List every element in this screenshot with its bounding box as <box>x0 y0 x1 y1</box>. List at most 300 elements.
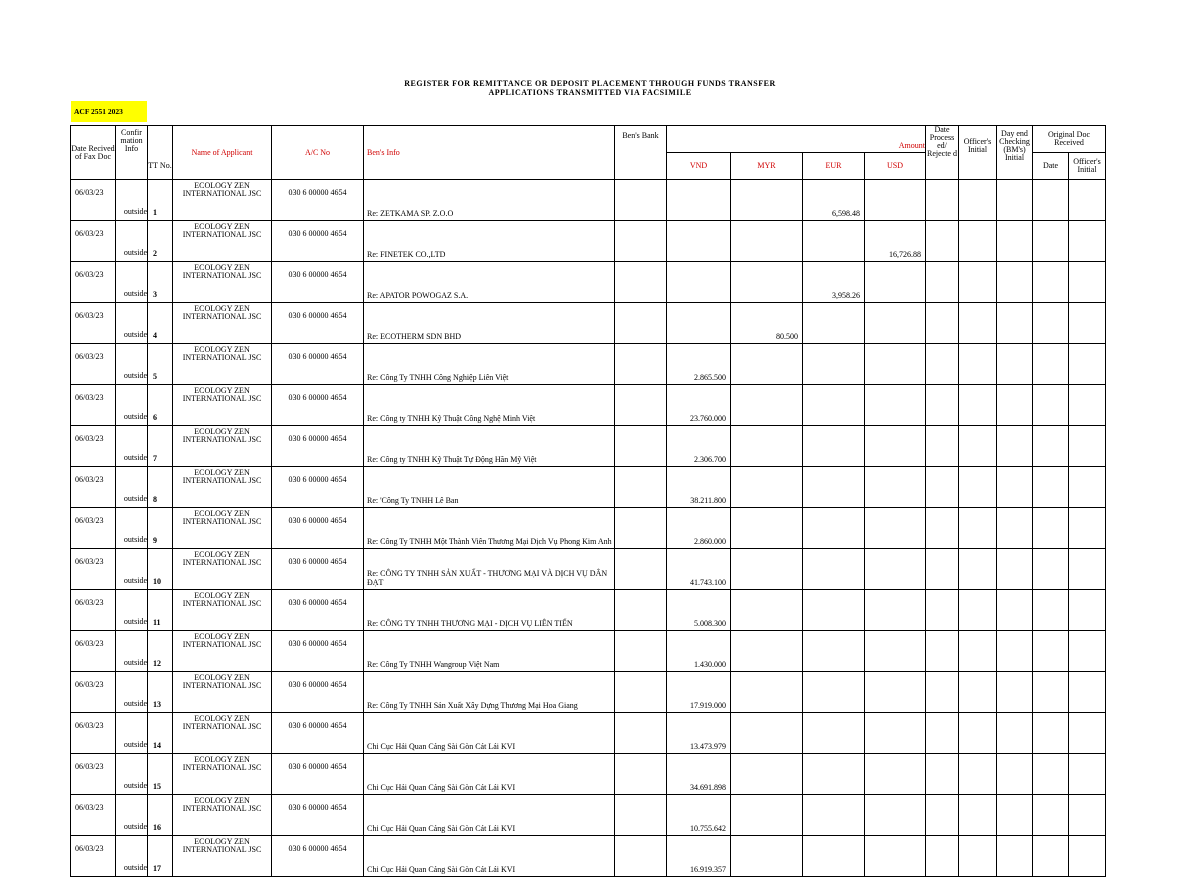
ben-bank-cell <box>615 590 667 631</box>
ben-bank-cell <box>615 672 667 713</box>
orig-officer-cell <box>1069 221 1106 262</box>
applicant-cell: ECOLOGY ZEN INTERNATIONAL JSC <box>173 467 272 508</box>
tt-number-cell: 11 <box>148 590 173 631</box>
orig-officer-cell <box>1069 180 1106 221</box>
beneficiary-info-cell: Re: Công ty TNHH Kỹ Thuật Tự Động Hãn Mỹ Việt <box>364 426 615 467</box>
header-orig-date: Date <box>1033 153 1069 180</box>
account-number-cell: 030 6 00000 4654 <box>272 426 364 467</box>
amount-myr-cell <box>731 385 803 426</box>
applicant-cell: ECOLOGY ZEN INTERNATIONAL JSC <box>173 262 272 303</box>
register-title: REGISTER FOR REMITTANCE OR DEPOSIT PLACEMENT THROUGH FUNDS TRANSFER <box>404 79 776 88</box>
amount-eur-cell <box>803 672 865 713</box>
amount-usd-cell <box>865 303 926 344</box>
header-ben-info: Ben's Info <box>364 126 615 180</box>
header-day-end-checking: Day end Checking (BM's) Initial <box>997 126 1033 180</box>
amount-vnd-cell: 34.691.898 <box>667 754 731 795</box>
date-processed-cell <box>926 754 959 795</box>
date-cell: 06/03/23 <box>71 385 116 426</box>
account-number-cell: 030 6 00000 4654 <box>272 590 364 631</box>
amount-myr-cell <box>731 344 803 385</box>
amount-usd-cell <box>865 467 926 508</box>
orig-date-cell <box>1033 836 1069 877</box>
orig-officer-cell <box>1069 549 1106 590</box>
amount-myr-cell <box>731 549 803 590</box>
tt-number-cell: 2 <box>148 221 173 262</box>
account-number-cell: 030 6 00000 4654 <box>272 672 364 713</box>
amount-vnd-cell: 10.755.642 <box>667 795 731 836</box>
table-row <box>71 303 1106 344</box>
orig-officer-cell <box>1069 385 1106 426</box>
amount-eur-cell <box>803 590 865 631</box>
table-row <box>71 754 1106 795</box>
amount-eur-cell <box>803 426 865 467</box>
confirmation-cell: outside <box>116 426 148 467</box>
date-processed-cell <box>926 344 959 385</box>
amount-myr-cell <box>731 590 803 631</box>
reference-tag: ACF 2551 2023 <box>71 101 147 122</box>
amount-usd-cell <box>865 795 926 836</box>
table-row <box>71 262 1106 303</box>
ben-bank-cell <box>615 262 667 303</box>
beneficiary-info-cell: Re: ZETKAMA SP. Z.O.O <box>364 180 615 221</box>
officer-initial-cell <box>959 549 997 590</box>
officer-initial-cell <box>959 385 997 426</box>
beneficiary-info-cell: Re: FINETEK CO.,LTD <box>364 221 615 262</box>
orig-date-cell <box>1033 754 1069 795</box>
date-processed-cell <box>926 631 959 672</box>
officer-initial-cell <box>959 631 997 672</box>
amount-usd-cell <box>865 180 926 221</box>
date-processed-cell <box>926 549 959 590</box>
applicant-cell: ECOLOGY ZEN INTERNATIONAL JSC <box>173 631 272 672</box>
officer-initial-cell <box>959 221 997 262</box>
date-processed-cell <box>926 426 959 467</box>
account-number-cell: 030 6 00000 4654 <box>272 754 364 795</box>
confirmation-cell: outside <box>116 549 148 590</box>
amount-usd-cell <box>865 426 926 467</box>
confirmation-cell: outside <box>116 713 148 754</box>
day-end-cell <box>997 713 1033 754</box>
beneficiary-info-cell: Chi Cục Hải Quan Cảng Sài Gòn Cát Lái KVI <box>364 713 615 754</box>
header-confirmation: Confir mation Info <box>116 126 148 153</box>
amount-usd-cell <box>865 631 926 672</box>
confirmation-cell: outside <box>116 590 148 631</box>
ben-bank-cell <box>615 221 667 262</box>
ben-bank-cell <box>615 631 667 672</box>
ben-bank-cell <box>615 385 667 426</box>
header-eur: EUR <box>803 153 865 180</box>
tt-number-cell: 8 <box>148 467 173 508</box>
table-row <box>71 180 1106 221</box>
orig-date-cell <box>1033 385 1069 426</box>
applicant-cell: ECOLOGY ZEN INTERNATIONAL JSC <box>173 836 272 877</box>
date-processed-cell <box>926 795 959 836</box>
amount-vnd-cell: 38.211.800 <box>667 467 731 508</box>
amount-usd-cell <box>865 344 926 385</box>
date-processed-cell <box>926 221 959 262</box>
ben-bank-cell <box>615 508 667 549</box>
header-row-1 <box>71 126 1106 153</box>
register-subtitle: APPLICATIONS TRANSMITTED VIA FACSIMILE <box>488 88 692 97</box>
header-original-doc: Original Doc Received <box>1033 126 1106 153</box>
orig-date-cell <box>1033 221 1069 262</box>
amount-usd-cell: 16,726.88 <box>865 221 926 262</box>
amount-vnd-cell: 13.473.979 <box>667 713 731 754</box>
date-cell: 06/03/23 <box>71 754 116 795</box>
ben-bank-cell <box>615 344 667 385</box>
table-row <box>71 508 1106 549</box>
amount-myr-cell <box>731 672 803 713</box>
confirmation-cell: outside <box>116 385 148 426</box>
day-end-cell <box>997 385 1033 426</box>
amount-myr-cell <box>731 795 803 836</box>
beneficiary-info-cell: Chi Cục Hải Quan Cảng Sài Gòn Cát Lái KVI <box>364 754 615 795</box>
date-cell: 06/03/23 <box>71 467 116 508</box>
date-cell: 06/03/23 <box>71 795 116 836</box>
date-cell: 06/03/23 <box>71 590 116 631</box>
account-number-cell: 030 6 00000 4654 <box>272 180 364 221</box>
header-ac-no: A/C No <box>272 126 364 180</box>
date-cell: 06/03/23 <box>71 426 116 467</box>
amount-eur-cell <box>803 549 865 590</box>
ben-bank-cell <box>615 754 667 795</box>
date-cell: 06/03/23 <box>71 303 116 344</box>
amount-eur-cell: 3,958.26 <box>803 262 865 303</box>
beneficiary-info-cell: Re: CÔNG TY TNHH SẢN XUẤT - THƯƠNG MẠI VÀ DỊCH VỤ DÂN ĐẠT <box>364 549 615 590</box>
amount-vnd-cell: 17.919.000 <box>667 672 731 713</box>
tt-number-cell: 5 <box>148 344 173 385</box>
amount-vnd-cell: 2.306.700 <box>667 426 731 467</box>
amount-eur-cell <box>803 344 865 385</box>
ben-bank-cell <box>615 836 667 877</box>
table-row <box>71 713 1106 754</box>
header-ben-bank: Ben's Bank <box>615 126 667 180</box>
officer-initial-cell <box>959 836 997 877</box>
header-date-received: Date Recived of Fax Doc <box>71 126 116 180</box>
amount-myr-cell <box>731 836 803 877</box>
officer-initial-cell <box>959 672 997 713</box>
ben-bank-cell <box>615 426 667 467</box>
confirmation-cell: outside <box>116 672 148 713</box>
orig-officer-cell <box>1069 303 1106 344</box>
date-processed-cell <box>926 672 959 713</box>
orig-officer-cell <box>1069 426 1106 467</box>
orig-date-cell <box>1033 795 1069 836</box>
amount-vnd-cell <box>667 262 731 303</box>
tt-number-cell: 1 <box>148 180 173 221</box>
day-end-cell <box>997 508 1033 549</box>
orig-date-cell <box>1033 713 1069 754</box>
amount-eur-cell <box>803 713 865 754</box>
tt-number-cell: 12 <box>148 631 173 672</box>
confirmation-cell: outside <box>116 508 148 549</box>
orig-officer-cell <box>1069 672 1106 713</box>
day-end-cell <box>997 672 1033 713</box>
amount-eur-cell <box>803 754 865 795</box>
day-end-cell <box>997 590 1033 631</box>
beneficiary-info-cell: Re: Công Ty TNHH Wangroup Việt Nam <box>364 631 615 672</box>
day-end-cell <box>997 221 1033 262</box>
orig-officer-cell <box>1069 631 1106 672</box>
beneficiary-info-cell: Re: Công ty TNHH Kỹ Thuật Công Nghệ Minh Việt <box>364 385 615 426</box>
amount-vnd-cell: 23.760.000 <box>667 385 731 426</box>
orig-officer-cell <box>1069 795 1106 836</box>
amount-myr-cell <box>731 754 803 795</box>
table-row <box>71 836 1106 877</box>
account-number-cell: 030 6 00000 4654 <box>272 836 364 877</box>
orig-officer-cell <box>1069 713 1106 754</box>
amount-usd-cell <box>865 754 926 795</box>
date-processed-cell <box>926 385 959 426</box>
amount-usd-cell <box>865 508 926 549</box>
tt-number-cell: 4 <box>148 303 173 344</box>
date-processed-cell <box>926 262 959 303</box>
table-row <box>71 426 1106 467</box>
amount-vnd-cell: 2.860.000 <box>667 508 731 549</box>
orig-date-cell <box>1033 508 1069 549</box>
beneficiary-info-cell: Chi Cục Hải Quan Cảng Sài Gòn Cát Lái KVI <box>364 836 615 877</box>
date-processed-cell <box>926 590 959 631</box>
orig-officer-cell <box>1069 754 1106 795</box>
date-processed-cell <box>926 303 959 344</box>
table-row <box>71 549 1106 590</box>
account-number-cell: 030 6 00000 4654 <box>272 303 364 344</box>
amount-eur-cell <box>803 836 865 877</box>
orig-date-cell <box>1033 672 1069 713</box>
table-row <box>71 672 1106 713</box>
orig-officer-cell <box>1069 262 1106 303</box>
tt-number-cell: 10 <box>148 549 173 590</box>
amount-myr-cell <box>731 713 803 754</box>
date-processed-cell <box>926 467 959 508</box>
ben-bank-cell <box>615 467 667 508</box>
orig-officer-cell <box>1069 508 1106 549</box>
applicant-cell: ECOLOGY ZEN INTERNATIONAL JSC <box>173 221 272 262</box>
date-cell: 06/03/23 <box>71 549 116 590</box>
table-row <box>71 344 1106 385</box>
date-cell: 06/03/23 <box>71 180 116 221</box>
account-number-cell: 030 6 00000 4654 <box>272 221 364 262</box>
date-cell: 06/03/23 <box>71 508 116 549</box>
officer-initial-cell <box>959 508 997 549</box>
confirmation-cell: outside <box>116 795 148 836</box>
beneficiary-info-cell: Re: Công Ty TNHH Một Thành Viên Thương Mại Dịch Vụ Phong Kim Anh <box>364 508 615 549</box>
applicant-cell: ECOLOGY ZEN INTERNATIONAL JSC <box>173 303 272 344</box>
table-row <box>71 467 1106 508</box>
officer-initial-cell <box>959 590 997 631</box>
table-row <box>71 795 1106 836</box>
day-end-cell <box>997 344 1033 385</box>
confirmation-cell: outside <box>116 262 148 303</box>
applicant-cell: ECOLOGY ZEN INTERNATIONAL JSC <box>173 344 272 385</box>
officer-initial-cell <box>959 795 997 836</box>
applicant-cell: ECOLOGY ZEN INTERNATIONAL JSC <box>173 549 272 590</box>
amount-eur-cell: 6,598.48 <box>803 180 865 221</box>
day-end-cell <box>997 754 1033 795</box>
account-number-cell: 030 6 00000 4654 <box>272 713 364 754</box>
orig-date-cell <box>1033 180 1069 221</box>
account-number-cell: 030 6 00000 4654 <box>272 795 364 836</box>
ben-bank-cell <box>615 713 667 754</box>
account-number-cell: 030 6 00000 4654 <box>272 262 364 303</box>
orig-date-cell <box>1033 631 1069 672</box>
date-cell: 06/03/23 <box>71 713 116 754</box>
amount-eur-cell <box>803 303 865 344</box>
table-row <box>71 590 1106 631</box>
confirmation-cell: outside <box>116 836 148 877</box>
confirmation-cell: outside <box>116 467 148 508</box>
amount-myr-cell <box>731 467 803 508</box>
account-number-cell: 030 6 00000 4654 <box>272 631 364 672</box>
header-date-processed: Date Process ed/ Rejecte d <box>926 126 959 180</box>
amount-vnd-cell: 41.743.100 <box>667 549 731 590</box>
officer-initial-cell <box>959 303 997 344</box>
header-vnd: VND <box>667 153 731 180</box>
confirmation-cell: outside <box>116 754 148 795</box>
header-amount: Amount <box>667 126 926 153</box>
day-end-cell <box>997 836 1033 877</box>
officer-initial-cell <box>959 754 997 795</box>
orig-officer-cell <box>1069 344 1106 385</box>
tt-number-cell: 7 <box>148 426 173 467</box>
date-processed-cell <box>926 180 959 221</box>
officer-initial-cell <box>959 262 997 303</box>
applicant-cell: ECOLOGY ZEN INTERNATIONAL JSC <box>173 713 272 754</box>
beneficiary-info-cell: Re: 'Công Ty TNHH Lê Ban <box>364 467 615 508</box>
account-number-cell: 030 6 00000 4654 <box>272 385 364 426</box>
amount-myr-cell <box>731 426 803 467</box>
officer-initial-cell <box>959 467 997 508</box>
ben-bank-cell <box>615 795 667 836</box>
orig-date-cell <box>1033 262 1069 303</box>
table-row <box>71 385 1106 426</box>
amount-vnd-cell: 1.430.000 <box>667 631 731 672</box>
orig-officer-cell <box>1069 836 1106 877</box>
date-cell: 06/03/23 <box>71 631 116 672</box>
beneficiary-info-cell: Re: Công Ty TNHH Công Nghiệp Liên Việt <box>364 344 615 385</box>
ben-bank-cell <box>615 180 667 221</box>
table-row <box>71 221 1106 262</box>
confirmation-cell: outside <box>116 303 148 344</box>
orig-date-cell <box>1033 549 1069 590</box>
amount-vnd-cell: 16.919.357 <box>667 836 731 877</box>
register-table <box>70 125 1106 877</box>
orig-date-cell <box>1033 344 1069 385</box>
tt-number-cell: 17 <box>148 836 173 877</box>
date-processed-cell <box>926 508 959 549</box>
account-number-cell: 030 6 00000 4654 <box>272 508 364 549</box>
officer-initial-cell <box>959 344 997 385</box>
amount-usd-cell <box>865 385 926 426</box>
amount-usd-cell <box>865 672 926 713</box>
account-number-cell: 030 6 00000 4654 <box>272 549 364 590</box>
date-cell: 06/03/23 <box>71 672 116 713</box>
date-processed-cell <box>926 836 959 877</box>
tt-number-cell: 9 <box>148 508 173 549</box>
day-end-cell <box>997 303 1033 344</box>
date-cell: 06/03/23 <box>71 344 116 385</box>
officer-initial-cell <box>959 180 997 221</box>
amount-myr-cell <box>731 221 803 262</box>
amount-eur-cell <box>803 795 865 836</box>
date-cell: 06/03/23 <box>71 262 116 303</box>
amount-vnd-cell <box>667 303 731 344</box>
header-applicant: Name of Applicant <box>173 126 272 180</box>
orig-date-cell <box>1033 303 1069 344</box>
ben-bank-cell <box>615 303 667 344</box>
orig-date-cell <box>1033 590 1069 631</box>
applicant-cell: ECOLOGY ZEN INTERNATIONAL JSC <box>173 590 272 631</box>
header-officer-initial: Officer's Initial <box>959 126 997 180</box>
applicant-cell: ECOLOGY ZEN INTERNATIONAL JSC <box>173 426 272 467</box>
applicant-cell: ECOLOGY ZEN INTERNATIONAL JSC <box>173 385 272 426</box>
beneficiary-info-cell: Re: CÔNG TY TNHH THƯƠNG MẠI - DỊCH VỤ LIÊN TIẾN <box>364 590 615 631</box>
applicant-cell: ECOLOGY ZEN INTERNATIONAL JSC <box>173 795 272 836</box>
beneficiary-info-cell: Re: Công Ty TNHH Sản Xuất Xây Dựng Thương Mại Hoa Giang <box>364 672 615 713</box>
account-number-cell: 030 6 00000 4654 <box>272 467 364 508</box>
beneficiary-info-cell: Re: ECOTHERM SDN BHD <box>364 303 615 344</box>
amount-eur-cell <box>803 508 865 549</box>
tt-number-cell: 16 <box>148 795 173 836</box>
confirmation-cell: outside <box>116 221 148 262</box>
confirmation-cell: outside <box>116 631 148 672</box>
header-usd: USD <box>865 153 926 180</box>
amount-myr-cell <box>731 262 803 303</box>
date-processed-cell <box>926 713 959 754</box>
beneficiary-info-cell: Re: APATOR POWOGAZ S.A. <box>364 262 615 303</box>
orig-date-cell <box>1033 426 1069 467</box>
header-myr: MYR <box>731 153 803 180</box>
date-cell: 06/03/23 <box>71 836 116 877</box>
orig-officer-cell <box>1069 590 1106 631</box>
day-end-cell <box>997 262 1033 303</box>
day-end-cell <box>997 631 1033 672</box>
amount-vnd-cell <box>667 180 731 221</box>
amount-usd-cell <box>865 590 926 631</box>
day-end-cell <box>997 180 1033 221</box>
amount-eur-cell <box>803 221 865 262</box>
amount-usd-cell <box>865 262 926 303</box>
tt-number-cell: 13 <box>148 672 173 713</box>
day-end-cell <box>997 795 1033 836</box>
amount-myr-cell <box>731 180 803 221</box>
amount-usd-cell <box>865 713 926 754</box>
day-end-cell <box>997 467 1033 508</box>
date-cell: 06/03/23 <box>71 221 116 262</box>
amount-vnd-cell <box>667 221 731 262</box>
header-tt-no: TT No. <box>148 153 173 180</box>
amount-usd-cell <box>865 836 926 877</box>
amount-vnd-cell: 5.008.300 <box>667 590 731 631</box>
amount-myr-cell: 80.500 <box>731 303 803 344</box>
orig-officer-cell <box>1069 467 1106 508</box>
header-orig-officer: Officer's Initial <box>1069 153 1106 180</box>
applicant-cell: ECOLOGY ZEN INTERNATIONAL JSC <box>173 672 272 713</box>
ben-bank-cell <box>615 549 667 590</box>
tt-number-cell: 6 <box>148 385 173 426</box>
amount-eur-cell <box>803 385 865 426</box>
applicant-cell: ECOLOGY ZEN INTERNATIONAL JSC <box>173 508 272 549</box>
day-end-cell <box>997 549 1033 590</box>
officer-initial-cell <box>959 713 997 754</box>
confirmation-cell: outside <box>116 344 148 385</box>
account-number-cell: 030 6 00000 4654 <box>272 344 364 385</box>
amount-eur-cell <box>803 631 865 672</box>
amount-vnd-cell: 2.865.500 <box>667 344 731 385</box>
applicant-cell: ECOLOGY ZEN INTERNATIONAL JSC <box>173 180 272 221</box>
beneficiary-info-cell: Chi Cục Hải Quan Cảng Sài Gòn Cát Lái KVI <box>364 795 615 836</box>
day-end-cell <box>997 426 1033 467</box>
